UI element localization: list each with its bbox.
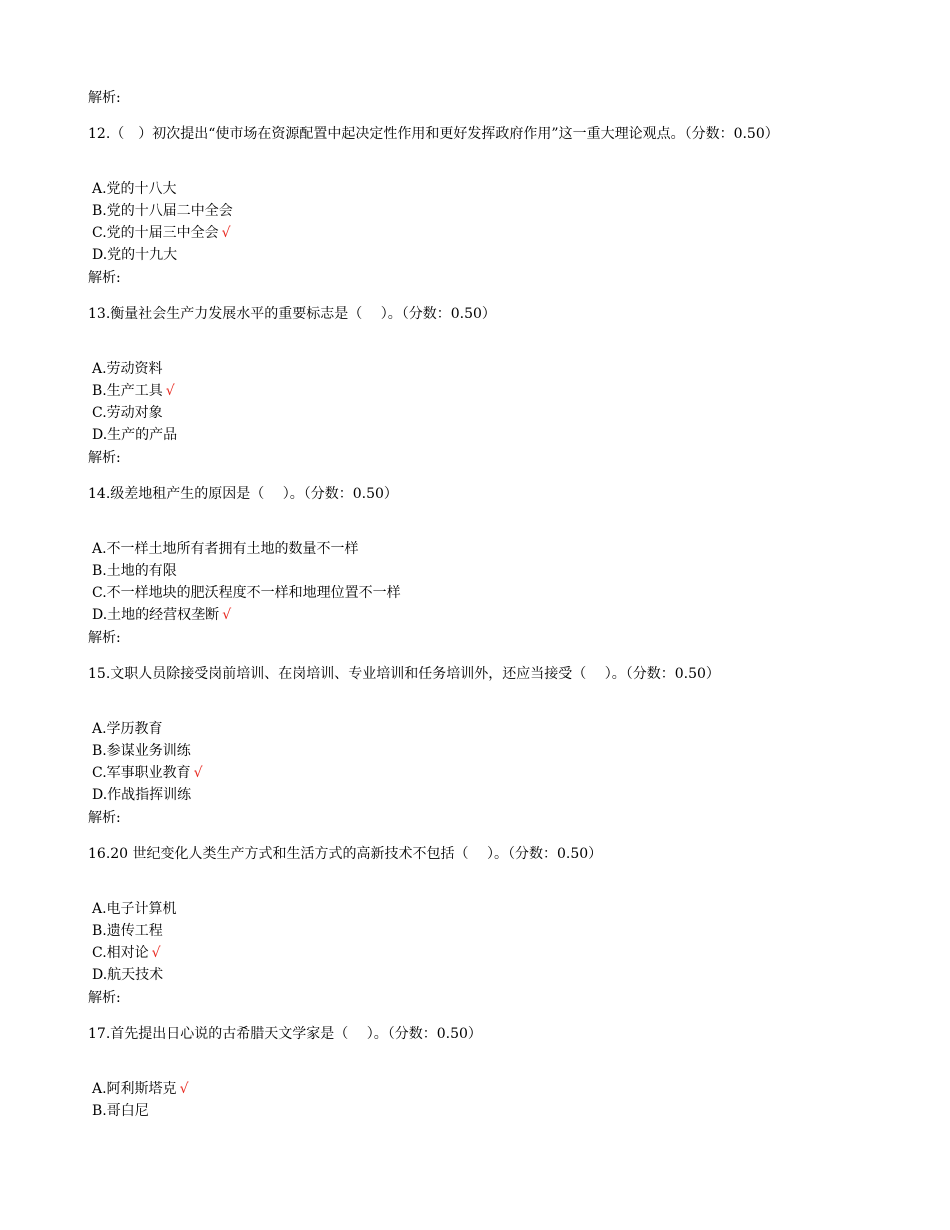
option-a (92, 358, 180, 380)
check-mark-icon: √ (222, 607, 232, 623)
option-label: A.不一样土地所有者拥有土地的数量不一样 (92, 541, 359, 557)
option-label: C.劳动对象 (92, 405, 163, 421)
check-mark-icon: √ (151, 945, 161, 961)
option-a (92, 898, 180, 920)
option-d (92, 424, 180, 446)
option-b (92, 920, 180, 942)
question-16: 16.20 世纪变化人类生产方式和生活方式的高新技术不包括（ ）。（分数：0.50） (88, 846, 603, 862)
check-mark-icon: √ (179, 1081, 189, 1097)
option-label: B.生产工具 (92, 383, 163, 399)
options-13 (92, 358, 180, 446)
option-label: C.军事职业教育 (92, 765, 191, 781)
option-label: A.学历教育 (92, 721, 163, 737)
question-15: 15.文职人员除接受岗前培训、在岗培训、专业培训和任务培训外，还应当接受（ ）。（分数：0.50） (88, 666, 720, 682)
option-d (92, 244, 236, 266)
option-d (92, 784, 203, 806)
question-14: 14.级差地租产生的原因是（ ）。（分数：0.50） (88, 486, 398, 502)
options-16 (92, 898, 180, 986)
option-b (92, 560, 404, 582)
analysis-label: 解析: (88, 810, 121, 826)
option-label: C.相对论 (92, 945, 149, 961)
option-c (92, 942, 180, 964)
question-12: 12.（ ）初次提出“使市场在资源配置中起决定性作用和更好发挥政府作用”这一重大理论观点。（分数：0.50） (88, 126, 779, 142)
option-label: A.劳动资料 (92, 361, 163, 377)
option-c (92, 762, 203, 784)
option-b (92, 380, 180, 402)
question-13: 13.衡量社会生产力发展水平的重要标志是（ ）。（分数：0.50） (88, 306, 496, 322)
option-d (92, 964, 180, 986)
option-label: A.阿利斯塔克 (92, 1081, 177, 1097)
options-14 (92, 538, 404, 626)
analysis-label: 解析: (88, 630, 121, 646)
option-label: C.不一样地块的肥沃程度不一样和地理位置不一样 (92, 585, 401, 601)
option-label: B.哥白尼 (92, 1103, 149, 1119)
option-a (92, 178, 236, 200)
option-label: B.党的十八届二中全会 (92, 203, 233, 219)
analysis-label: 解析: (88, 270, 121, 286)
option-label: A.党的十八大 (92, 181, 177, 197)
options-12 (92, 178, 236, 266)
option-a (92, 1078, 188, 1100)
question-17: 17.首先提出日心说的古希腊天文学家是（ ）。（分数：0.50） (88, 1026, 482, 1042)
option-label: D.航天技术 (92, 967, 164, 983)
options-15 (92, 718, 203, 806)
option-label: A.电子计算机 (92, 901, 177, 917)
check-mark-icon: √ (165, 383, 175, 399)
analysis-label: 解析: (88, 90, 121, 106)
option-c (92, 402, 180, 424)
analysis-label: 解析: (88, 450, 121, 466)
option-b (92, 740, 203, 762)
option-c (92, 222, 236, 244)
option-a (92, 538, 404, 560)
option-label: B.遗传工程 (92, 923, 163, 939)
option-label: C.党的十届三中全会 (92, 225, 219, 241)
check-mark-icon: √ (221, 225, 231, 241)
check-mark-icon: √ (193, 765, 203, 781)
option-d (92, 604, 404, 626)
option-b (92, 200, 236, 222)
option-label: D.作战指挥训练 (92, 787, 192, 803)
option-label: B.土地的有限 (92, 563, 177, 579)
option-label: D.土地的经营权垄断 (92, 607, 220, 623)
option-label: D.党的十九大 (92, 247, 178, 263)
option-label: B.参谋业务训练 (92, 743, 191, 759)
options-17 (92, 1078, 188, 1122)
option-a (92, 718, 203, 740)
analysis-label: 解析: (88, 990, 121, 1006)
option-c (92, 582, 404, 604)
option-label: D.生产的产品 (92, 427, 178, 443)
option-b (92, 1100, 188, 1122)
